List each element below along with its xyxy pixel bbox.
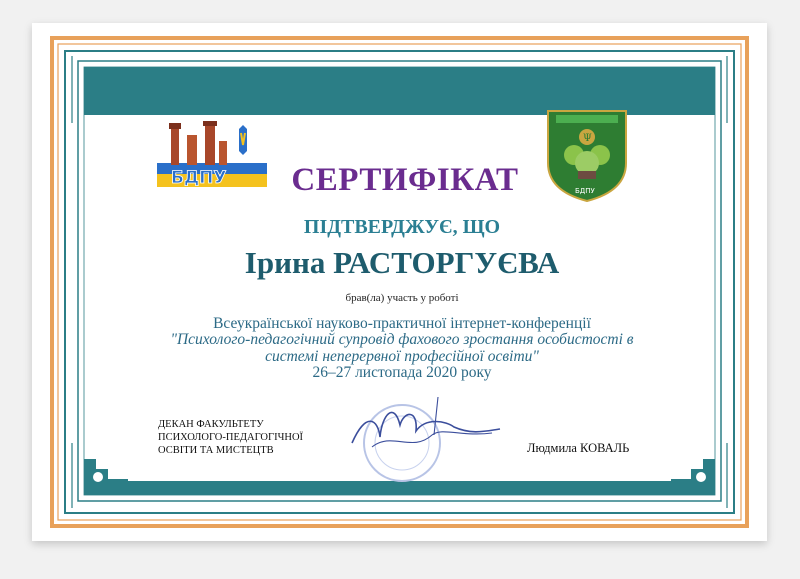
right-emblem-text: БДПУ: [575, 187, 595, 195]
recipient-name: Ірина РАСТОРГУЄВА: [244, 245, 560, 280]
conference-name: Всеукраїнської науково-практичної інтернет-конференції: [213, 315, 591, 332]
svg-text:Ψ: Ψ: [583, 133, 592, 144]
signer-name: Людмила КОВАЛЬ: [527, 441, 630, 455]
certificate-page: [32, 23, 767, 541]
university-emblem-right: [544, 107, 630, 203]
university-logo-left: [157, 121, 267, 193]
left-logo-text: БДПУ: [171, 168, 227, 188]
dean-title-line-3: ОСВІТИ ТА МИСТЕЦТВ: [158, 445, 274, 456]
dean-title-line-2: ПСИХОЛОГО-ПЕДАГОГІЧНОЇ: [158, 432, 304, 443]
confirmation-text: ПІДТВЕРДЖУЄ, ЩО: [303, 216, 501, 238]
participation-text: брав(ла) участь у роботі: [345, 292, 459, 304]
conference-date: 26–27 листопада 2020 року: [312, 364, 492, 381]
conference-topic: "Психолого-педагогічний супровід фахового зростання особистості в системі неперервної професійної освіти": [170, 331, 634, 365]
dean-title-line-1: ДЕКАН ФАКУЛЬТЕТУ: [158, 419, 264, 430]
dean-title: [158, 418, 328, 457]
certificate-title: СЕРТИФІКАТ: [291, 162, 519, 198]
stamp-and-signature: [342, 391, 512, 483]
